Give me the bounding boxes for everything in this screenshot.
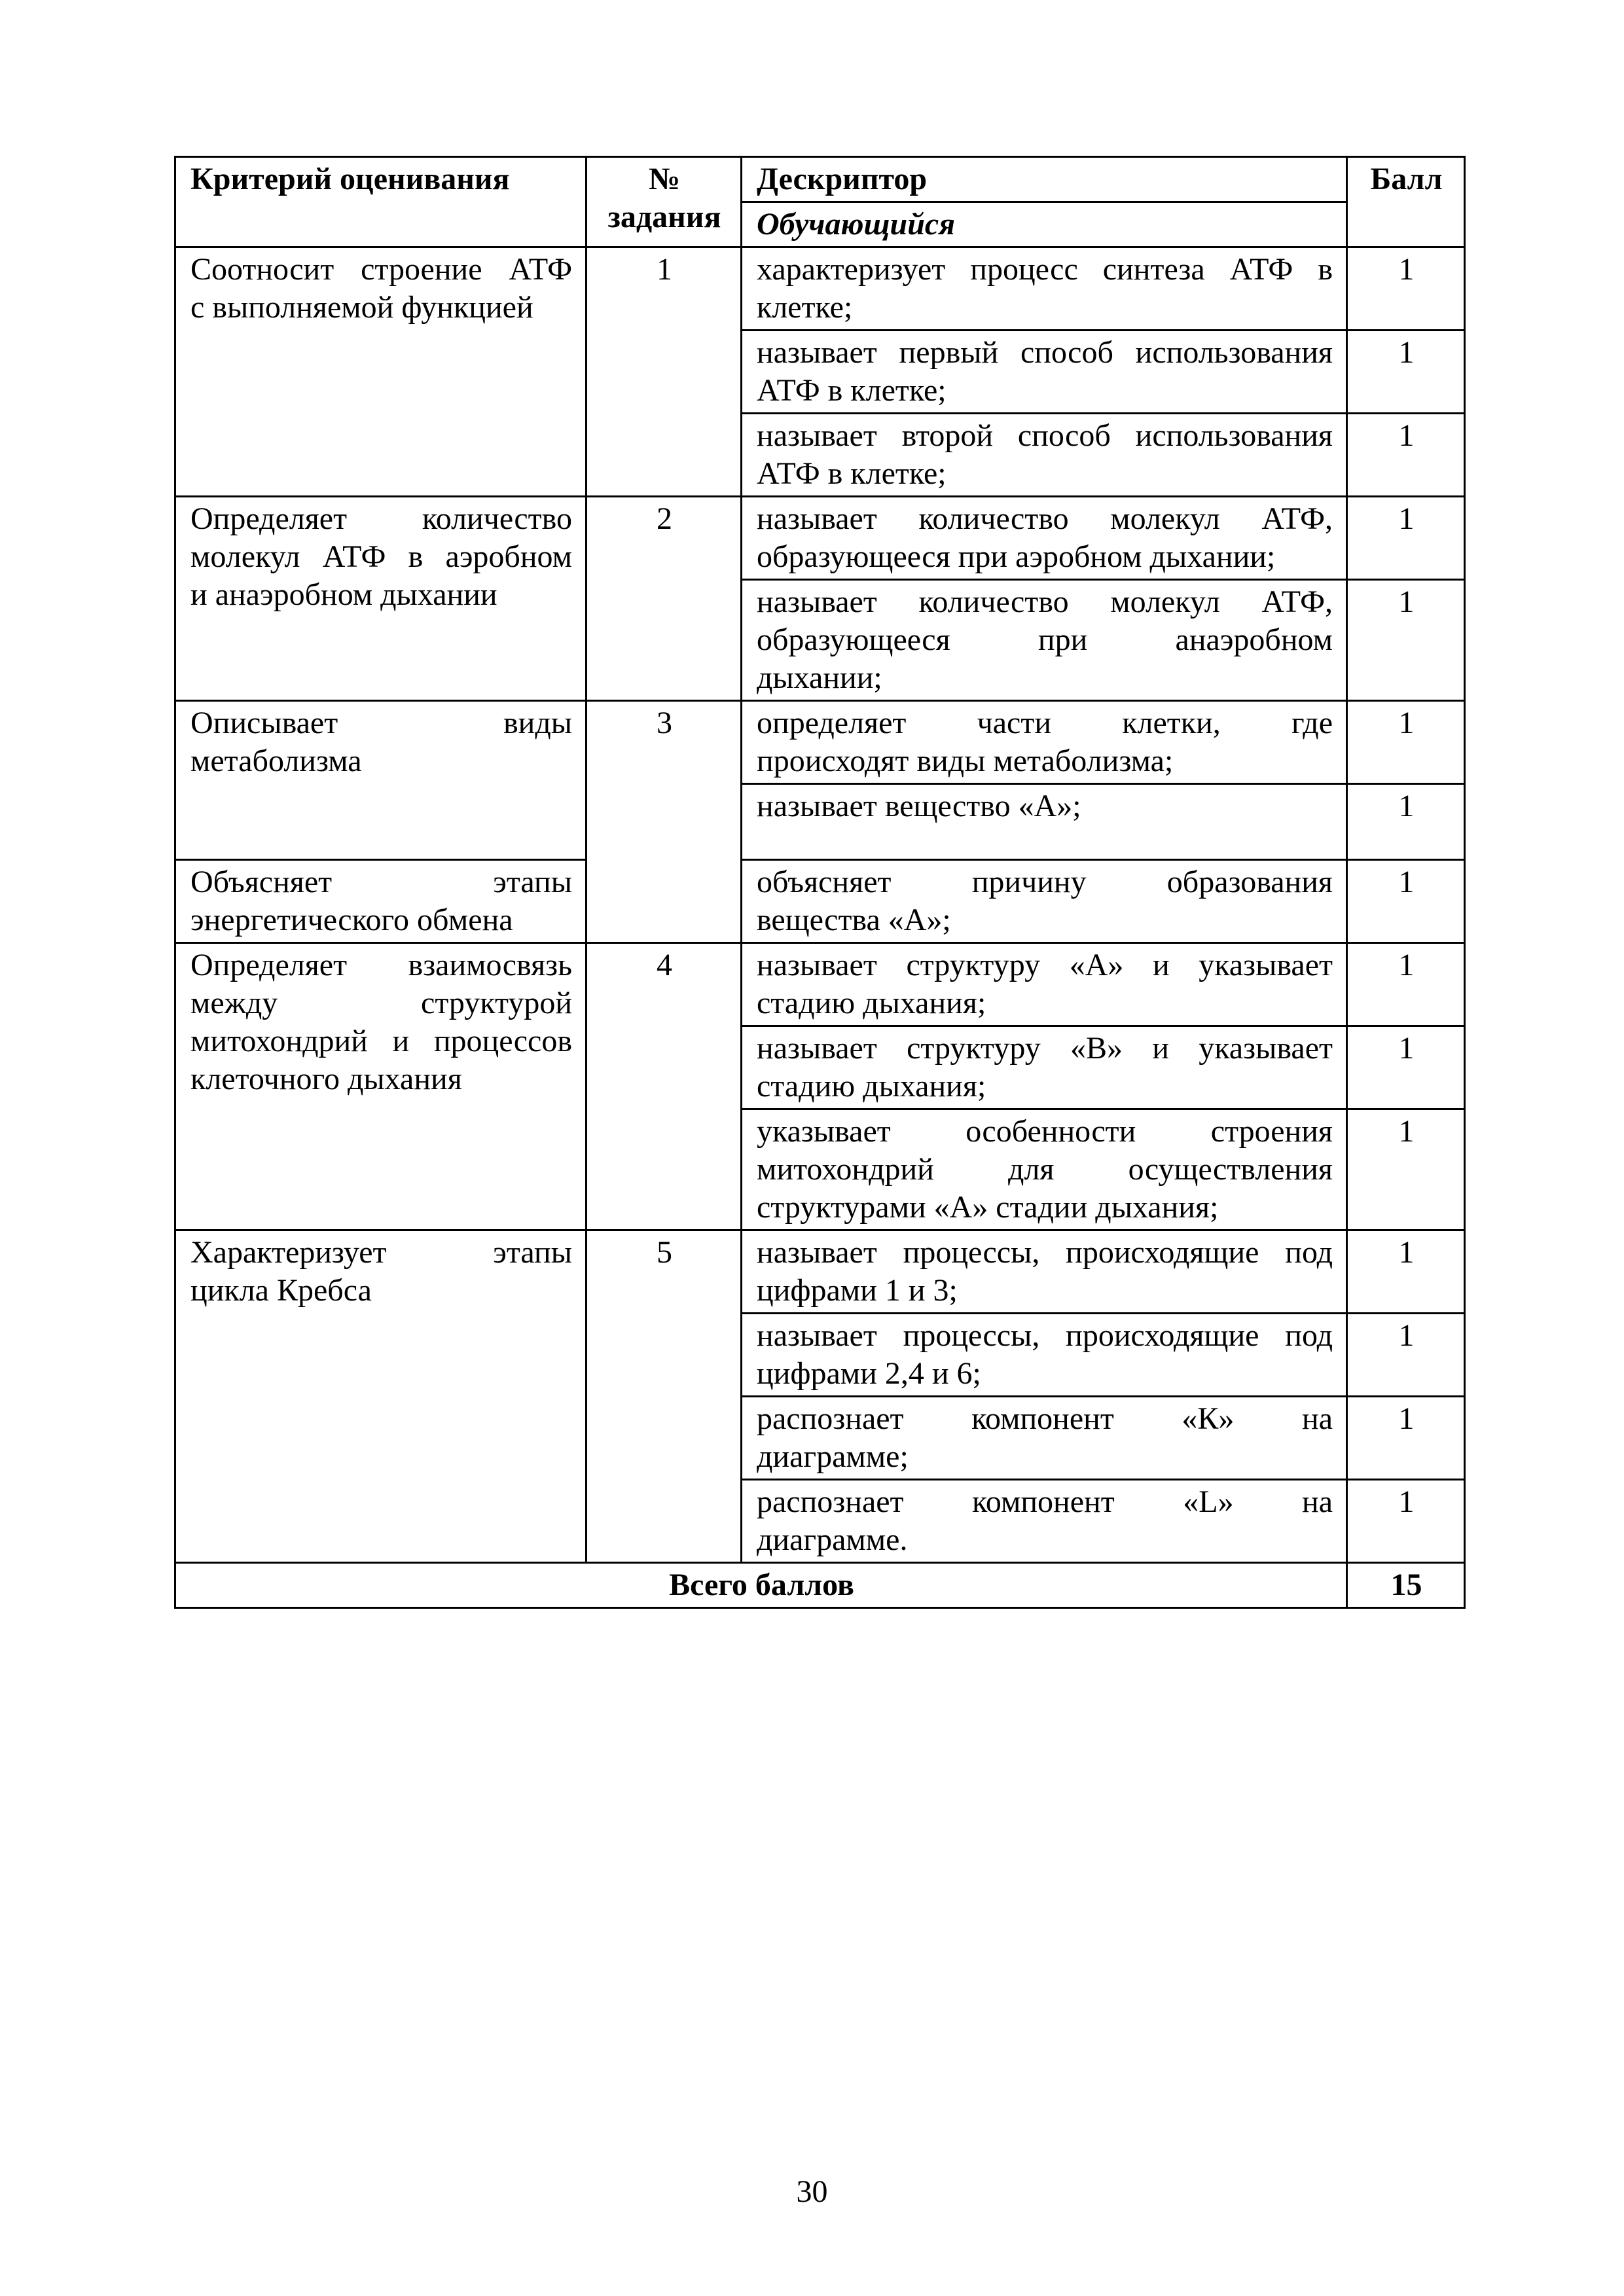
descriptor-cell [742, 1109, 1347, 1230]
descriptor-cell [742, 1397, 1347, 1480]
descriptor-line: АТФ в клетке; [757, 373, 947, 408]
table-row [175, 247, 1465, 331]
criterion-line: между структурой [190, 986, 572, 1020]
header-descriptor: Дескриптор [742, 157, 1347, 202]
score-cell: 1 [1347, 497, 1465, 580]
table-row [175, 860, 1465, 943]
criterion-line: с выполняемой функцией [190, 290, 533, 325]
criterion-cell [175, 860, 586, 943]
descriptor-cell [742, 1480, 1347, 1563]
descriptor-line: называет процессы, происходящие под [757, 1318, 1333, 1353]
header-descriptor-subtitle: Обучающийся [742, 202, 1347, 247]
descriptor-line: стадию дыхания; [757, 986, 986, 1020]
task-number-cell: 4 [586, 943, 742, 1230]
table-row [175, 943, 1465, 1026]
descriptor-cell [742, 860, 1347, 943]
descriptor-cell [742, 1026, 1347, 1109]
descriptor-line: вещества «А»; [757, 903, 951, 937]
score-cell: 1 [1347, 1397, 1465, 1480]
criterion-line: цикла Кребса [190, 1273, 372, 1308]
header-criterion: Критерий оценивания [175, 157, 586, 247]
criterion-line: Описывает виды [190, 706, 572, 740]
criterion-line: Характеризует этапы [190, 1235, 572, 1270]
score-cell: 1 [1347, 1026, 1465, 1109]
descriptor-line: называет вещество «А»; [757, 789, 1081, 823]
descriptor-cell [742, 414, 1347, 497]
header-task-number [586, 157, 742, 247]
descriptor-line: объясняет причину образования [757, 865, 1333, 899]
assessment-rubric-table [174, 156, 1466, 1609]
descriptor-line: распознает компонент «К» на [757, 1401, 1333, 1436]
criterion-cell [175, 943, 586, 1230]
descriptor-line: структурами «А» стадии дыхания; [757, 1190, 1219, 1225]
criterion-cell [175, 701, 586, 860]
task-number-cell: 2 [586, 497, 742, 701]
descriptor-line: образующееся при анаэробном [757, 622, 1333, 657]
descriptor-cell [742, 1230, 1347, 1314]
descriptor-cell [742, 943, 1347, 1026]
criterion-line: Соотносит строение АТФ [190, 252, 572, 287]
score-cell: 1 [1347, 1230, 1465, 1314]
score-cell: 1 [1347, 701, 1465, 784]
descriptor-line: называет первый способ использования [757, 335, 1333, 370]
descriptor-line: цифрами 2,4 и 6; [757, 1356, 981, 1391]
score-cell: 1 [1347, 414, 1465, 497]
criterion-line: Определяет взаимосвязь [190, 948, 572, 982]
descriptor-line: клетке; [757, 290, 853, 325]
descriptor-cell [742, 784, 1347, 860]
score-cell: 1 [1347, 943, 1465, 1026]
criterion-line: и анаэробном дыхании [190, 577, 497, 612]
descriptor-line: происходят виды метаболизма; [757, 744, 1174, 778]
table-row [175, 1230, 1465, 1314]
descriptor-line: называет структуру «В» и указывает [757, 1031, 1333, 1066]
criterion-line: Определяет количество [190, 501, 572, 536]
task-number-cell: 1 [586, 247, 742, 497]
descriptor-line: диаграмме. [757, 1522, 908, 1557]
descriptor-line: диаграмме; [757, 1439, 909, 1474]
table-row [175, 497, 1465, 580]
descriptor-line: стадию дыхания; [757, 1069, 986, 1103]
total-value: 15 [1347, 1563, 1465, 1608]
table-row [175, 701, 1465, 784]
descriptor-cell [742, 580, 1347, 701]
descriptor-line: характеризует процесс синтеза АТФ в [757, 252, 1333, 287]
header-row [175, 157, 1465, 202]
criterion-line: энергетического обмена [190, 903, 513, 937]
score-cell: 1 [1347, 1480, 1465, 1563]
descriptor-line: митохондрий для осуществления [757, 1152, 1333, 1187]
criterion-line: метаболизма [190, 744, 362, 778]
descriptor-line: называет количество молекул АТФ, [757, 584, 1333, 619]
descriptor-cell [742, 247, 1347, 331]
header-task-number-line2: задания [607, 200, 721, 234]
descriptor-line: определяет части клетки, где [757, 706, 1333, 740]
descriptor-line: цифрами 1 и 3; [757, 1273, 958, 1308]
total-row [175, 1563, 1465, 1608]
descriptor-line: указывает особенности строения [757, 1114, 1333, 1149]
task-number-cell: 3 [586, 701, 742, 943]
score-cell: 1 [1347, 331, 1465, 414]
criterion-line: молекул АТФ в аэробном [190, 539, 572, 574]
task-number-cell: 5 [586, 1230, 742, 1563]
criterion-line: клеточного дыхания [190, 1062, 462, 1096]
criterion-cell [175, 1230, 586, 1563]
descriptor-line: образующееся при аэробном дыхании; [757, 539, 1276, 574]
descriptor-line: АТФ в клетке; [757, 456, 947, 491]
descriptor-line: дыхании; [757, 660, 882, 695]
descriptor-line: называет процессы, происходящие под [757, 1235, 1333, 1270]
descriptor-line: распознает компонент «L» на [757, 1484, 1333, 1519]
descriptor-line: называет второй способ использования [757, 418, 1333, 453]
score-cell: 1 [1347, 860, 1465, 943]
header-task-number-line1: № [648, 162, 681, 196]
descriptor-cell [742, 701, 1347, 784]
descriptor-cell [742, 331, 1347, 414]
criterion-line: митохондрий и процессов [190, 1024, 572, 1058]
descriptor-line: называет структуру «А» и указывает [757, 948, 1333, 982]
score-cell: 1 [1347, 580, 1465, 701]
descriptor-cell [742, 1314, 1347, 1397]
descriptor-line: называет количество молекул АТФ, [757, 501, 1333, 536]
page-number: 30 [796, 2174, 828, 2209]
header-score: Балл [1347, 157, 1465, 247]
score-cell: 1 [1347, 1314, 1465, 1397]
criterion-cell [175, 247, 586, 497]
score-cell: 1 [1347, 247, 1465, 331]
total-label: Всего баллов [175, 1563, 1347, 1608]
score-cell: 1 [1347, 784, 1465, 860]
score-cell: 1 [1347, 1109, 1465, 1230]
criterion-line: Объясняет этапы [190, 865, 572, 899]
descriptor-cell [742, 497, 1347, 580]
criterion-cell [175, 497, 586, 701]
